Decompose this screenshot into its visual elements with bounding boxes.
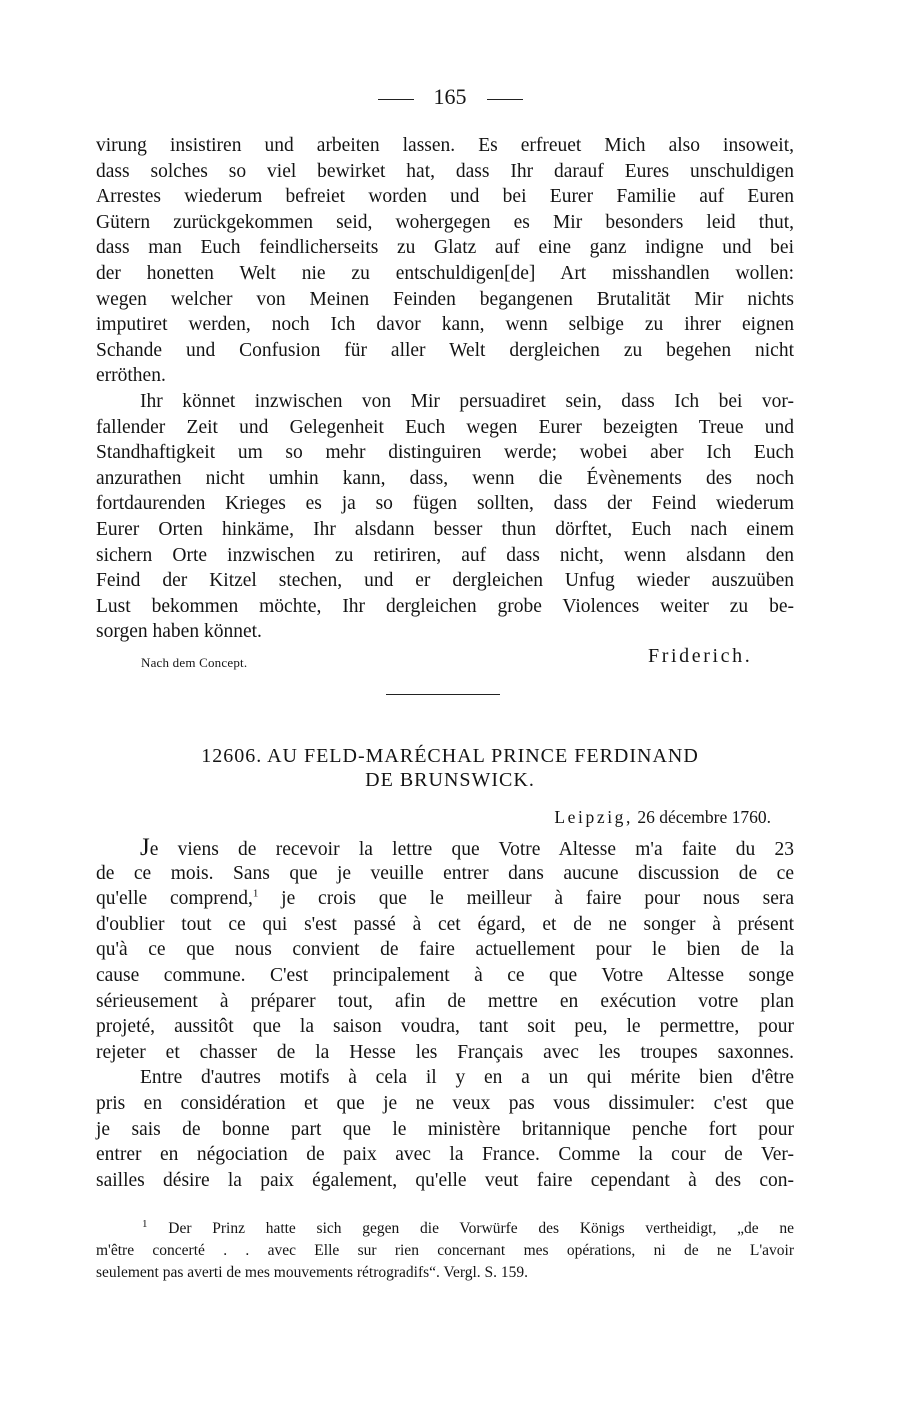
text-line: imputiret werden, noch Ich davor kann, wenn selbige zu ihrer eignen xyxy=(96,314,794,336)
text-line: der honetten Welt nie zu entschuldigen[de] Art misshandlen wollen: xyxy=(96,262,794,284)
letter-2-title: 12606. AU FELD-MARÉCHAL PRINCE FERDINAND xyxy=(201,745,699,767)
header-dash-right xyxy=(487,99,523,100)
initial-letter: J xyxy=(140,834,150,861)
section-divider xyxy=(386,694,500,695)
place-name: Leipzig, xyxy=(554,807,633,827)
page-header xyxy=(0,84,900,110)
text-line: wegen welcher von Meinen Feinden begangenen Brutalität Mir nichts xyxy=(96,288,794,310)
text-line: Entre d'autres motifs à cela il y en a un qui mérite bien d'être xyxy=(140,1067,794,1089)
text-line: fallender Zeit und Gelegenheit Euch wegen Eurer bezeigten Treue und xyxy=(96,416,794,438)
text-line: qu'à ce que nous convient de faire actuellement pour le bien de la xyxy=(96,939,794,961)
footnote xyxy=(96,1218,794,1284)
text-line: Schande und Confusion für aller Welt dergleichen zu begehen nicht xyxy=(96,339,794,361)
footnote-text: Der Prinz hatte sich gegen die Vorwürfe des Königs vertheidigt, „de ne xyxy=(168,1220,794,1237)
text-line: je sais de bonne part que le ministère britannique penche fort pour xyxy=(96,1118,794,1140)
text-line: virung insistiren und arbeiten lassen. Es erfreuet Mich also insoweit, xyxy=(96,135,794,156)
text-line: de ce mois. Sans que je veuille entrer dans aucune discussion de ce xyxy=(96,862,794,884)
letter-1-body xyxy=(96,133,794,645)
text-line: fortdaurenden Krieges es ja so fügen sollten, dass der Feind wiederum xyxy=(96,493,794,515)
text-line: projeté, aussitôt que la saison voudra, tant soit peu, le permettre, pour xyxy=(96,1016,794,1038)
page-number: 165 xyxy=(433,84,467,109)
footnote-number: 1 xyxy=(142,1217,148,1230)
text-line: Eurer Orten hinkäme, Ihr alsdann besser thun dörftet, Euch nach einem xyxy=(96,518,794,540)
header-dash-left xyxy=(378,99,414,100)
text-line: dass man Euch feindlicherseits zu Glatz auf eine ganz indigne und bei xyxy=(96,237,794,259)
text-line: d'oublier tout ce qui s'est passé à cet égard, et de ne songer à présent xyxy=(96,913,794,935)
letter-2-body xyxy=(96,835,794,1193)
text-line: pris en considération et que je ne veux pas vous dissimuler: c'est que xyxy=(96,1092,794,1114)
letter-2-title-continued: DE BRUNSWICK. xyxy=(365,769,535,791)
text-line: sailles désire la paix également, qu'elle veut faire cependant à des con- xyxy=(96,1169,794,1191)
signature: Friderich. xyxy=(648,645,753,667)
text-line: Standhaftigkeit um so mehr distinguiren werde; wobei aber Ich Euch xyxy=(96,442,794,464)
text-line: sérieusement à préparer tout, afin de mettre en exécution votre plan xyxy=(96,990,794,1012)
text-line xyxy=(96,886,794,912)
text-line: cause commune. C'est principalement à ce que Votre Altesse songe xyxy=(96,964,794,986)
text-line: rejeter et chasser de la Hesse les Français avec les troupes saxonnes. xyxy=(96,1041,794,1063)
text-line xyxy=(96,835,794,861)
letter-date: 26 décembre 1760. xyxy=(637,807,771,827)
text-segment: qu'elle comprend, xyxy=(96,888,253,910)
text-line: Gütern zurückgekommen seid, wohergegen es Mir besonders leid thut, xyxy=(96,211,794,233)
text-line: anzurathen nicht umhin kann, dass, wenn die Évènements des noch xyxy=(96,467,794,489)
text-line-content: e viens de recevoir la lettre que Votre Altesse m'a faite du 23 xyxy=(149,839,794,860)
source-note: Nach dem Concept. xyxy=(141,655,248,670)
footnote-marker: 1 xyxy=(252,887,259,900)
text-line: erröthen. xyxy=(96,365,166,387)
footnote-line: seulement pas averti de mes mouvements rétrogradifs“. Vergl. S. 159. xyxy=(96,1264,529,1281)
text-line: Feind der Kitzel stechen, und er dergleichen Unfug wieder auszuüben xyxy=(96,570,794,592)
place-date xyxy=(521,807,771,828)
text-line: Arrestes wiederum befreiet worden und bei Eurer Familie auf Euren xyxy=(96,186,794,208)
text-line: sichern Orte inzwischen zu retiriren, auf dass nicht, wenn alsdann den xyxy=(96,544,794,566)
text-segment: je crois que le meilleur à faire pour nous sera xyxy=(281,888,795,910)
text-line: dass solches so viel bewirket hat, dass Ihr darauf Eures unschuldigen xyxy=(96,160,794,182)
text-line: sorgen haben könnet. xyxy=(96,621,262,643)
footnote-line: m'être concerté . . avec Elle sur rien concernant mes opérations, ni de ne L'avoir xyxy=(96,1242,794,1259)
text-line: Lust bekommen möchte, Ihr dergleichen grobe Violences weiter zu be- xyxy=(96,595,794,617)
text-line: entrer en négociation de paix avec la France. Comme la cour de Ver- xyxy=(96,1144,794,1166)
footnote-line xyxy=(96,1218,794,1240)
text-line: Ihr könnet inzwischen von Mir persuadiret sein, dass Ich bei vor- xyxy=(140,390,794,412)
